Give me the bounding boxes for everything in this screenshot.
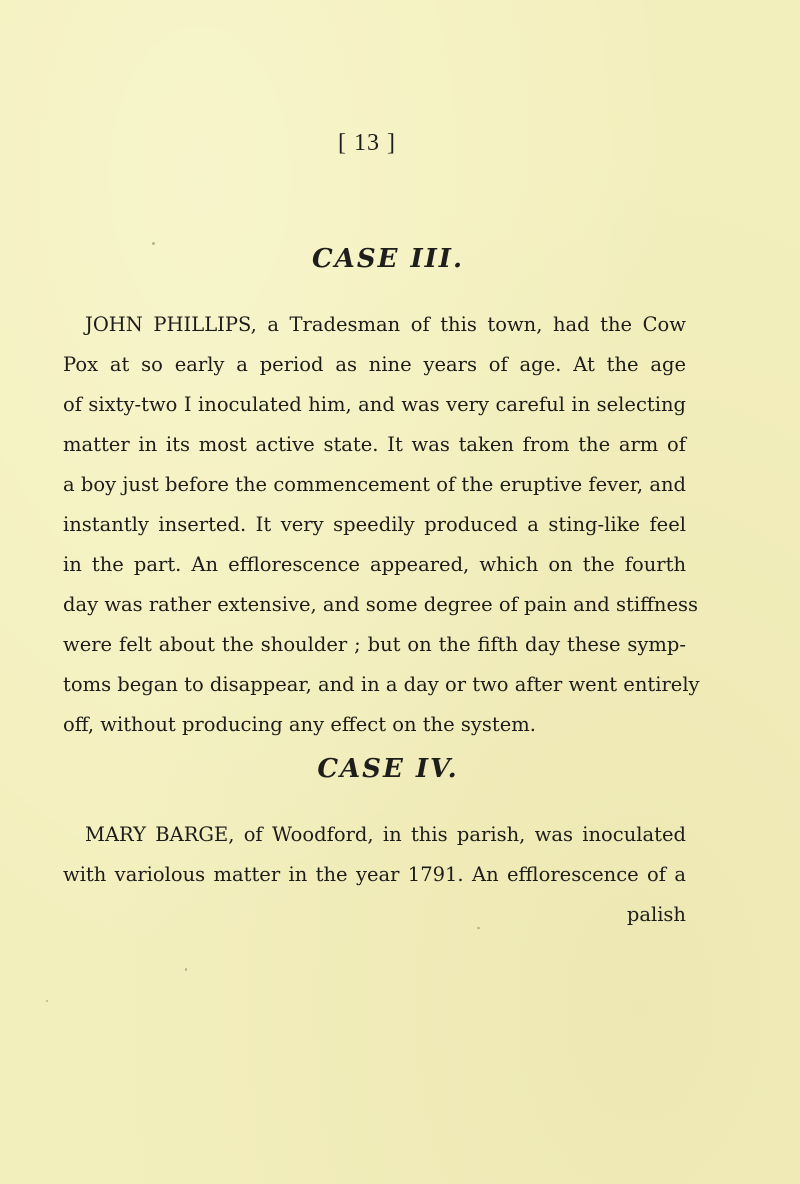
- case-iv-paragraph: [63, 815, 686, 935]
- text-line: Pox at so early a period as nine years of age. At the age: [63, 353, 686, 376]
- text-line: with variolous matter in the year 1791. An efflorescence of a: [63, 863, 686, 886]
- paper-speck: [477, 927, 480, 929]
- text-line: of sixty-two I inoculated him, and was very careful in selecting: [63, 393, 686, 416]
- catchword: palish: [626, 903, 686, 926]
- text-line: day was rather extensive, and some degree of pain and stiffness: [63, 593, 699, 616]
- case-iii-heading: CASE III.: [311, 244, 465, 274]
- case-iii-paragraph: [63, 305, 700, 745]
- text-line: JOHN PHILLIPS, a Tradesman of this town, had the Cow: [85, 313, 686, 336]
- text-line: instantly inserted. It very speedily produced a sting-like feel: [63, 513, 686, 536]
- case-iv-heading: CASE IV.: [317, 754, 459, 784]
- text-line: MARY BARGE, of Woodford, in this parish, was inoculated: [85, 823, 686, 846]
- text-line: in the part. An efflorescence appeared, which on the fourth: [63, 553, 686, 576]
- text-line: off, without producing any effect on the system.: [63, 713, 536, 736]
- page-number: [ 13 ]: [338, 130, 396, 156]
- paper-speck: [46, 1000, 48, 1002]
- text-line: toms began to disappear, and in a day or two after went entirely: [63, 673, 700, 696]
- paper-speck: [152, 242, 155, 245]
- text-line: a boy just before the commencement of the eruptive fever, and: [63, 473, 686, 496]
- text-line: matter in its most active state. It was taken from the arm of: [63, 433, 686, 456]
- paper-speck: [185, 968, 187, 971]
- text-line: were felt about the shoulder ; but on the fifth day these symp-: [63, 633, 686, 656]
